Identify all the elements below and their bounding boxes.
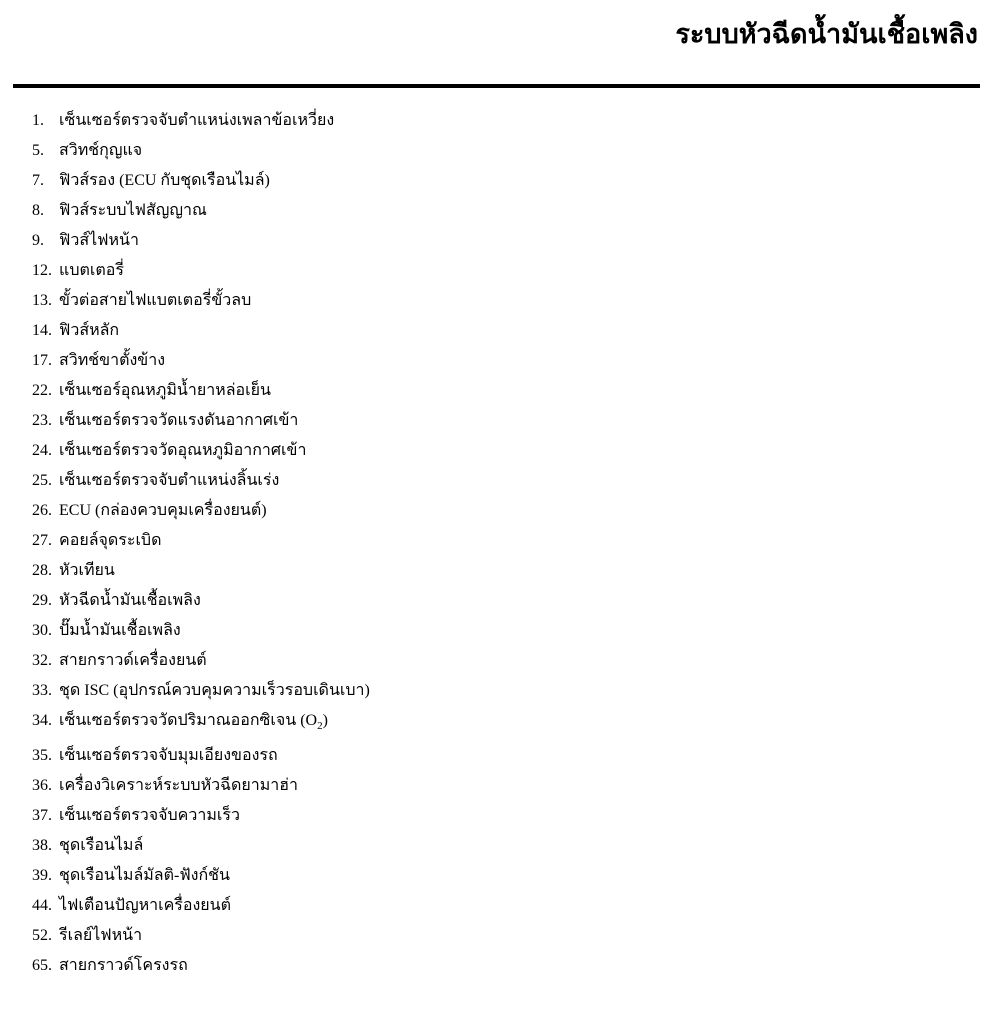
item-number: 39. xyxy=(32,867,52,884)
item-number: 12. xyxy=(32,262,52,279)
item-label: ไฟเตือนปัญหาเครื่องยนต์ xyxy=(59,897,231,914)
item-label: ECU (กล่องควบคุมเครื่องยนต์) xyxy=(59,502,267,519)
list-item xyxy=(32,676,370,706)
item-label: ขั้วต่อสายไฟแบตเตอรี่ขั้วลบ xyxy=(59,292,252,309)
item-number: 14. xyxy=(32,322,52,339)
list-item xyxy=(32,376,370,406)
list-item xyxy=(32,616,370,646)
item-number: 33. xyxy=(32,682,52,699)
item-label: สวิทช์กุญแจ xyxy=(59,142,143,159)
item-number: 44. xyxy=(32,897,52,914)
list-item xyxy=(32,226,370,256)
item-label: ชุดเรือนไมล์มัลติ-ฟังก์ชัน xyxy=(59,867,230,884)
item-number: 22. xyxy=(32,382,52,399)
item-label: แบตเตอรี่ xyxy=(59,262,124,279)
list-item xyxy=(32,346,370,376)
page-title: ระบบหัวฉีดน้ำมันเชื้อเพลิง xyxy=(675,19,978,49)
item-subscript: 2 xyxy=(317,720,323,733)
list-item xyxy=(32,706,370,741)
list-item xyxy=(32,316,370,346)
item-number: 7. xyxy=(32,172,44,189)
item-number: 32. xyxy=(32,652,52,669)
item-number: 13. xyxy=(32,292,52,309)
item-number: 23. xyxy=(32,412,52,429)
item-label: สายกราวด์โครงรถ xyxy=(59,957,188,974)
list-item xyxy=(32,286,370,316)
item-number: 24. xyxy=(32,442,52,459)
item-label: เซ็นเซอร์ตรวจจับตำแหน่งลิ้นเร่ง xyxy=(59,472,280,489)
item-number: 28. xyxy=(32,562,52,579)
item-label: ฟิวส์ไฟหน้า xyxy=(59,232,139,249)
item-label: เซ็นเซอร์ตรวจวัดปริมาณออกซิเจน (O xyxy=(59,712,318,729)
item-number: 34. xyxy=(32,712,52,729)
list-item xyxy=(32,801,370,831)
list-item xyxy=(32,921,370,951)
list-item xyxy=(32,166,370,196)
item-number: 29. xyxy=(32,592,52,609)
item-label: ฟิวส์รอง (ECU กับชุดเรือนไมล์) xyxy=(59,172,270,189)
item-number: 26. xyxy=(32,502,52,519)
list-item xyxy=(32,406,370,436)
list-item xyxy=(32,196,370,226)
item-label: หัวฉีดน้ำมันเชื้อเพลิง xyxy=(59,592,201,609)
list-item xyxy=(32,831,370,861)
item-label: เครื่องวิเคราะห์ระบบหัวฉีดยามาฮ่า xyxy=(59,777,299,794)
item-number: 5. xyxy=(32,142,44,159)
item-label: รีเลย์ไฟหน้า xyxy=(59,927,143,944)
item-number: 52. xyxy=(32,927,52,944)
item-label: เซ็นเซอร์ตรวจจับตำแหน่งเพลาข้อเหวี่ยง xyxy=(59,112,335,129)
item-label: เซ็นเซอร์อุณหภูมิน้ำยาหล่อเย็น xyxy=(59,382,271,399)
list-item xyxy=(32,526,370,556)
item-number: 35. xyxy=(32,747,52,764)
item-label: เซ็นเซอร์ตรวจจับมุมเอียงของรถ xyxy=(59,747,278,764)
item-label: สายกราวด์เครื่องยนต์ xyxy=(59,652,207,669)
item-label: ฟิวส์หลัก xyxy=(59,322,120,339)
list-item xyxy=(32,106,370,136)
item-label: ฟิวส์ระบบไฟสัญญาณ xyxy=(59,202,207,219)
list-item xyxy=(32,646,370,676)
list-item xyxy=(32,951,370,981)
header-divider xyxy=(13,84,980,88)
list-item xyxy=(32,136,370,166)
list-item xyxy=(32,466,370,496)
list-item xyxy=(32,586,370,616)
item-number: 36. xyxy=(32,777,52,794)
list-item xyxy=(32,496,370,526)
item-number: 30. xyxy=(32,622,52,639)
item-label: เซ็นเซอร์ตรวจจับความเร็ว xyxy=(59,807,240,824)
item-number: 25. xyxy=(32,472,52,489)
list-item xyxy=(32,891,370,921)
item-label: หัวเทียน xyxy=(59,562,115,579)
item-label: ชุด ISC (อุปกรณ์ควบคุมความเร็วรอบเดินเบา) xyxy=(59,682,370,699)
item-label: เซ็นเซอร์ตรวจวัดแรงดันอากาศเข้า xyxy=(59,412,299,429)
item-label: เซ็นเซอร์ตรวจวัดอุณหภูมิอากาศเข้า xyxy=(59,442,307,459)
item-number: 38. xyxy=(32,837,52,854)
list-item xyxy=(32,861,370,891)
item-number: 1. xyxy=(32,112,44,129)
list-item xyxy=(32,556,370,586)
item-number: 27. xyxy=(32,532,52,549)
item-label: ปั๊มน้ำมันเชื้อเพลิง xyxy=(59,622,181,639)
item-number: 65. xyxy=(32,957,52,974)
item-label: ชุดเรือนไมล์ xyxy=(59,837,144,854)
item-number: 37. xyxy=(32,807,52,824)
list-item xyxy=(32,741,370,771)
list-item xyxy=(32,436,370,466)
list-item xyxy=(32,256,370,286)
item-number: 8. xyxy=(32,202,44,219)
item-label: คอยล์จุดระเบิด xyxy=(59,532,162,549)
list-item xyxy=(32,771,370,801)
item-label: สวิทช์ขาตั้งข้าง xyxy=(59,352,166,369)
item-number: 17. xyxy=(32,352,52,369)
item-label-suffix: ) xyxy=(322,712,328,729)
item-number: 9. xyxy=(32,232,44,249)
component-list xyxy=(32,106,370,981)
